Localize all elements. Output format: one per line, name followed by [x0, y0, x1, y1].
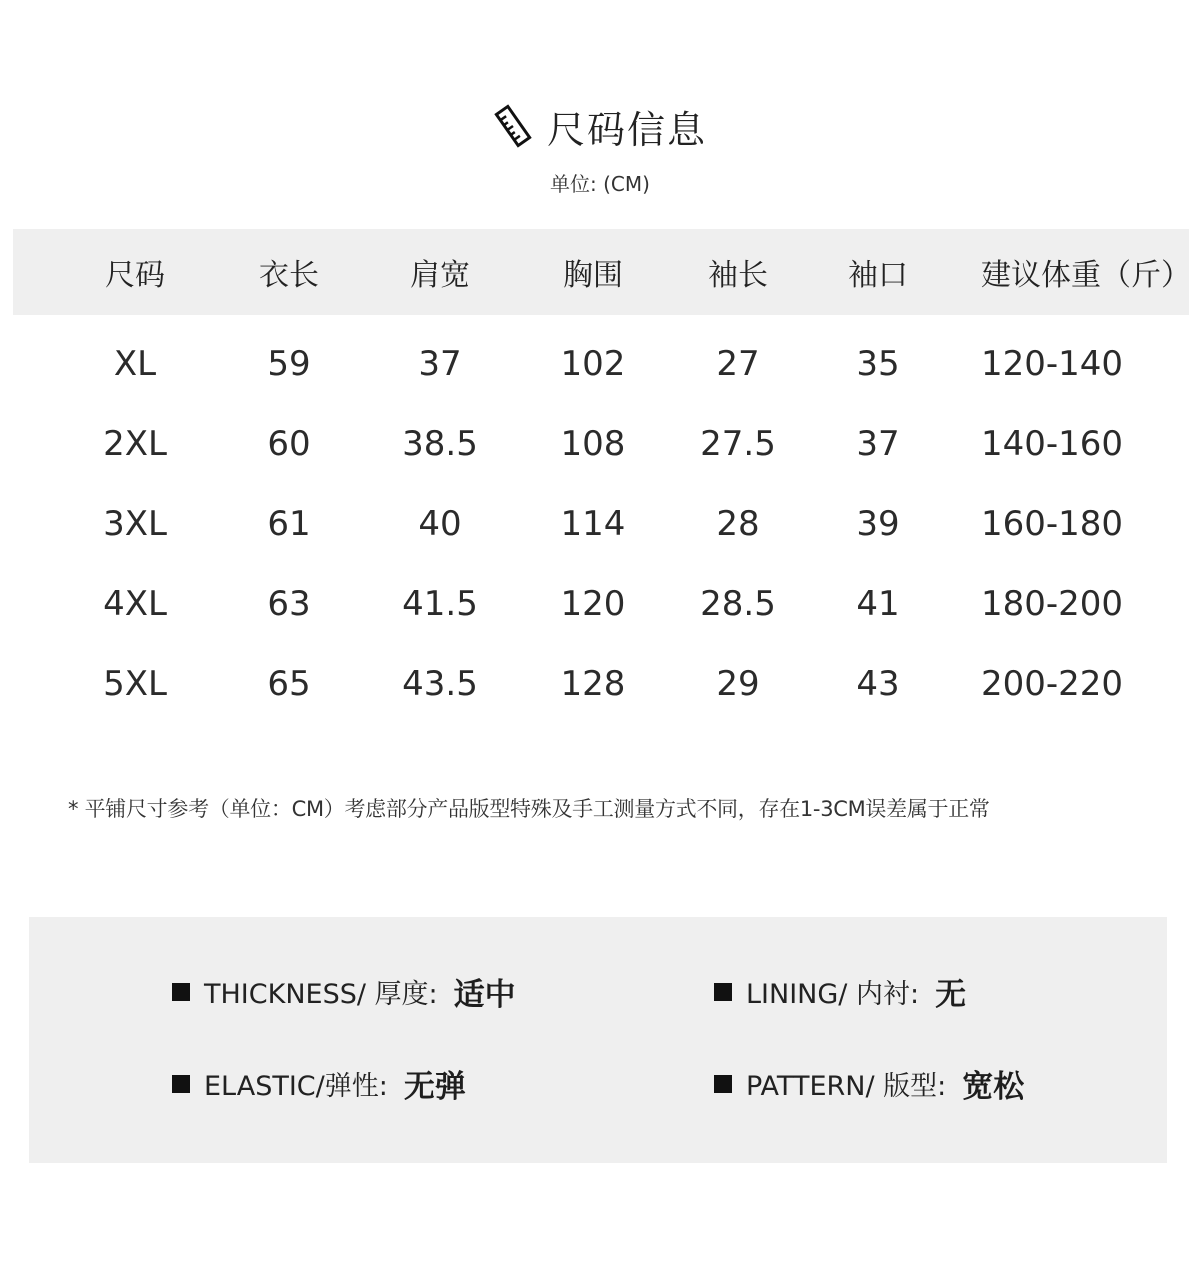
spec-value: 适中 — [453, 977, 516, 1013]
size-table — [13, 229, 1191, 704]
page-title: 尺码信息 — [546, 107, 707, 152]
spec-value: 无 — [935, 977, 967, 1013]
cell-shoulder: 37 — [418, 344, 462, 384]
table-row — [13, 484, 1189, 564]
cell-sleeve-length: 27.5 — [700, 424, 776, 464]
cell-cuff: 41 — [856, 584, 900, 624]
cell-chest: 102 — [560, 344, 626, 384]
cell-weight: 180-200 — [981, 584, 1124, 624]
spec-elastic — [172, 1061, 466, 1106]
table-body — [13, 324, 1189, 724]
spec-label: THICKNESS/ 厚度: — [204, 979, 438, 1010]
cell-chest: 108 — [560, 424, 626, 464]
header-size: 尺码 — [105, 258, 165, 293]
cell-cuff: 39 — [856, 504, 900, 544]
header-weight: 建议体重（斤） — [981, 258, 1191, 293]
square-bullet-icon — [172, 1075, 190, 1093]
cell-length: 61 — [267, 504, 311, 544]
spec-panel — [29, 917, 1167, 1163]
header-chest: 胸围 — [563, 258, 623, 293]
spec-label: LINING/ 内衬: — [746, 979, 920, 1010]
spec-label: PATTERN/ 版型: — [746, 1071, 947, 1102]
cell-cuff: 43 — [856, 664, 900, 704]
cell-size: XL — [113, 344, 157, 384]
cell-sleeve-length: 28 — [716, 504, 760, 544]
square-bullet-icon — [714, 1075, 732, 1093]
spec-value: 宽松 — [962, 1069, 1025, 1105]
cell-size: 3XL — [103, 504, 167, 544]
cell-shoulder: 43.5 — [402, 664, 478, 704]
ruler-icon — [493, 104, 533, 148]
cell-sleeve-length: 28.5 — [700, 584, 776, 624]
spec-label: ELASTIC/弹性: — [204, 1071, 388, 1102]
square-bullet-icon — [714, 983, 732, 1001]
spec-thickness — [172, 969, 516, 1014]
table-header-row — [13, 229, 1189, 315]
table-row — [13, 644, 1189, 724]
header-cuff: 袖口 — [848, 258, 908, 293]
unit-label: 单位: (CM) — [550, 172, 650, 196]
cell-chest: 114 — [560, 504, 626, 544]
cell-sleeve-length: 29 — [716, 664, 760, 704]
cell-sleeve-length: 27 — [716, 344, 760, 384]
cell-chest: 120 — [560, 584, 626, 624]
cell-shoulder: 40 — [418, 504, 462, 544]
spec-lining — [714, 969, 966, 1014]
cell-shoulder: 38.5 — [402, 424, 478, 464]
header-shoulder: 肩宽 — [410, 258, 470, 293]
square-bullet-icon — [172, 983, 190, 1001]
cell-weight: 160-180 — [981, 504, 1124, 544]
cell-length: 63 — [267, 584, 311, 624]
table-row — [13, 564, 1189, 644]
table-row — [13, 324, 1189, 404]
cell-cuff: 35 — [856, 344, 900, 384]
cell-weight: 140-160 — [981, 424, 1124, 464]
spec-value: 无弹 — [403, 1069, 466, 1105]
cell-weight: 200-220 — [981, 664, 1124, 704]
measurement-note: * 平铺尺寸参考（单位：CM）考虑部分产品版型特殊及手工测量方式不同，存在1-3CM误差属于正常 — [68, 797, 990, 821]
header-sleeve-length: 袖长 — [708, 258, 768, 293]
table-row — [13, 404, 1189, 484]
cell-length: 60 — [267, 424, 311, 464]
cell-cuff: 37 — [856, 424, 900, 464]
cell-length: 65 — [267, 664, 311, 704]
spec-pattern — [714, 1061, 1024, 1106]
header-length: 衣长 — [259, 258, 319, 293]
cell-chest: 128 — [560, 664, 626, 704]
cell-size: 2XL — [103, 424, 167, 464]
cell-length: 59 — [267, 344, 311, 384]
title-row — [0, 98, 1200, 154]
cell-size: 4XL — [103, 584, 167, 624]
cell-size: 5XL — [103, 664, 167, 704]
cell-weight: 120-140 — [981, 344, 1124, 384]
cell-shoulder: 41.5 — [402, 584, 478, 624]
